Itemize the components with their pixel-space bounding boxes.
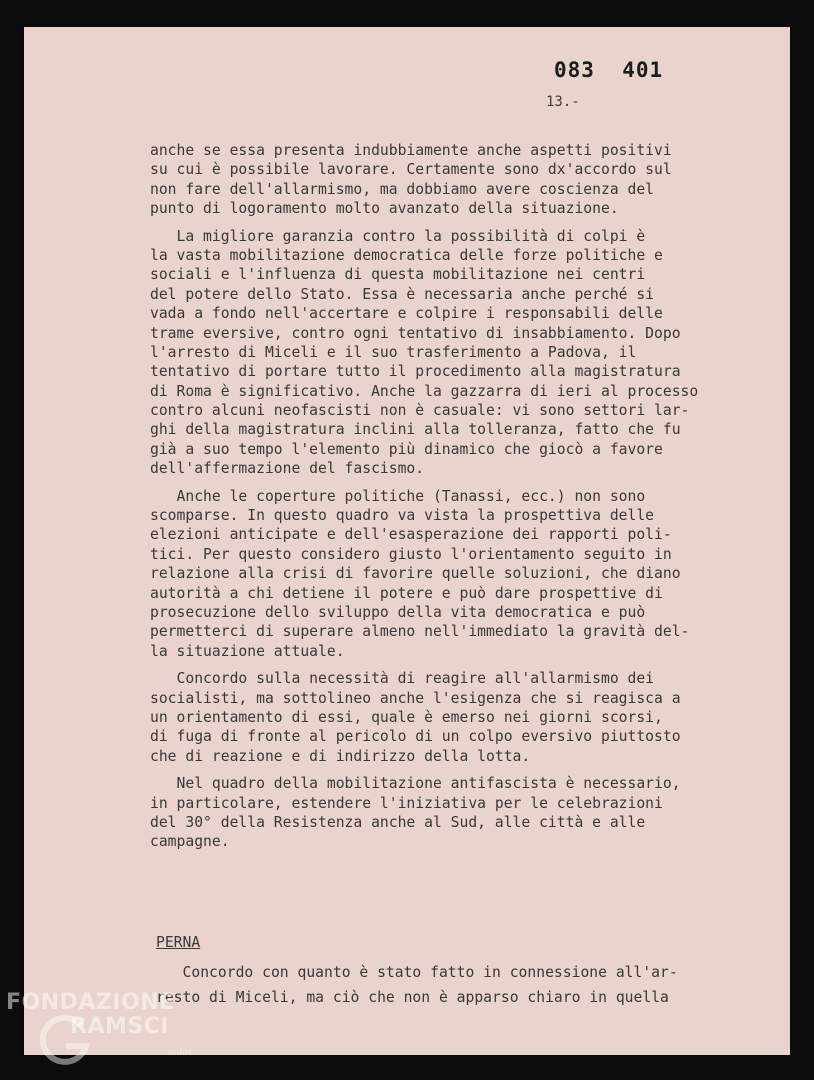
text-line: elezioni anticipate e dell'esasperazione dei rapporti poli- [150, 526, 672, 544]
paragraph [150, 487, 760, 662]
paragraph [150, 774, 760, 852]
speaker-name: PERNA [156, 934, 201, 951]
text-line: Nel quadro della mobilitazione antifascista è necessario, [150, 775, 681, 793]
text-line: resto di Miceli, ma ciò che non è apparso chiaro in quella [156, 989, 669, 1006]
page-number: 13.- [546, 94, 580, 110]
document-number: 083 401 [554, 58, 664, 82]
text-line: contro alcuni neofascisti non è casuale: vi sono settori lar- [150, 402, 690, 420]
text-line: prosecuzione dello sviluppo della vita democratica e può [150, 603, 646, 621]
text-line: punto di logoramento molto avanzato della situazione. [150, 200, 619, 218]
text-line: autorità a chi detiene il potere e può dare prospettive di [150, 584, 663, 602]
text-line: sociali e l'influenza di questa mobilitazione nei centri [150, 266, 646, 284]
text-line: che di reazione e di indirizzo della lotta. [150, 747, 531, 765]
paragraph [150, 227, 760, 479]
text-line: vada a fondo nell'accertare e colpire i responsabili delle [150, 305, 663, 323]
text-line: socialisti, ma sottolineo anche l'esigenza che si reagisca a [150, 689, 681, 707]
text-line: di fuga di fronte al pericolo di un colpo eversivo piuttosto [150, 728, 681, 746]
text-line: Concordo con quanto è stato fatto in connessione all'ar- [156, 964, 678, 981]
text-line: relazione alla crisi di favorire quelle soluzioni, che diano [150, 565, 681, 583]
watermark-logo [6, 990, 236, 1080]
watermark-line2: RAMSCI [70, 1014, 170, 1039]
text-line: scomparse. In questo quadro va vista la prospettiva delle [150, 507, 655, 525]
text-line: un orientamento di essi, quale è emerso nei giorni scorsi, [150, 708, 663, 726]
text-line: l'arresto di Miceli e il suo trasferimento a Padova, il [150, 343, 637, 361]
watermark-line1: FONDAZIONE [6, 990, 175, 1015]
text-line: dell'affermazione del fascismo. [150, 460, 425, 478]
text-line: già a suo tempo l'elemento più dinamico che giocò a favore [150, 440, 663, 458]
text-line: la vasta mobilitazione democratica delle forze politiche e [150, 246, 663, 264]
text-line: ghi della magistratura inclini alla tolleranza, fatto che fu [150, 421, 681, 439]
text-line: la situazione attuale. [150, 642, 345, 660]
paragraph [150, 669, 760, 766]
text-line: Anche le coperture politiche (Tanassi, ecc.) non sono [150, 487, 646, 505]
text-line: trame eversive, contro ogni tentativo di insabbiamento. Dopo [150, 324, 681, 342]
text-line: non fare dell'allarmismo, ma dobbiamo avere coscienza del [150, 180, 655, 198]
text-line: Concordo sulla necessità di reagire all'allarmismo dei [150, 670, 655, 688]
paragraph [150, 141, 760, 219]
text-line: su cui è possibile lavorare. Certamente sono dx'accordo sul [150, 161, 672, 179]
text-line: del potere dello Stato. Essa è necessaria anche perché si [150, 285, 655, 303]
body-text [150, 141, 760, 860]
text-line: in particolare, estendere l'iniziativa per le celebrazioni [150, 794, 663, 812]
text-line: del 30° della Resistenza anche al Sud, alle città e alle [150, 813, 646, 831]
text-line: campagne. [150, 833, 230, 851]
watermark-line3: onlus [168, 1048, 193, 1058]
text-line: tici. Per questo considero giusto l'orientamento seguito in [150, 545, 672, 563]
text-line: permetterci di superare almeno nell'immediato la gravità del- [150, 623, 690, 641]
text-line: tentativo di portare tutto il procedimento alla magistratura [150, 363, 681, 381]
text-line: anche se essa presenta indubbiamente anche aspetti positivi [150, 142, 672, 159]
final-paragraph [156, 960, 756, 1010]
text-line: di Roma è significativo. Anche la gazzarra di ieri al processo [150, 382, 699, 400]
text-line: La migliore garanzia contro la possibilità di colpi è [150, 227, 646, 245]
